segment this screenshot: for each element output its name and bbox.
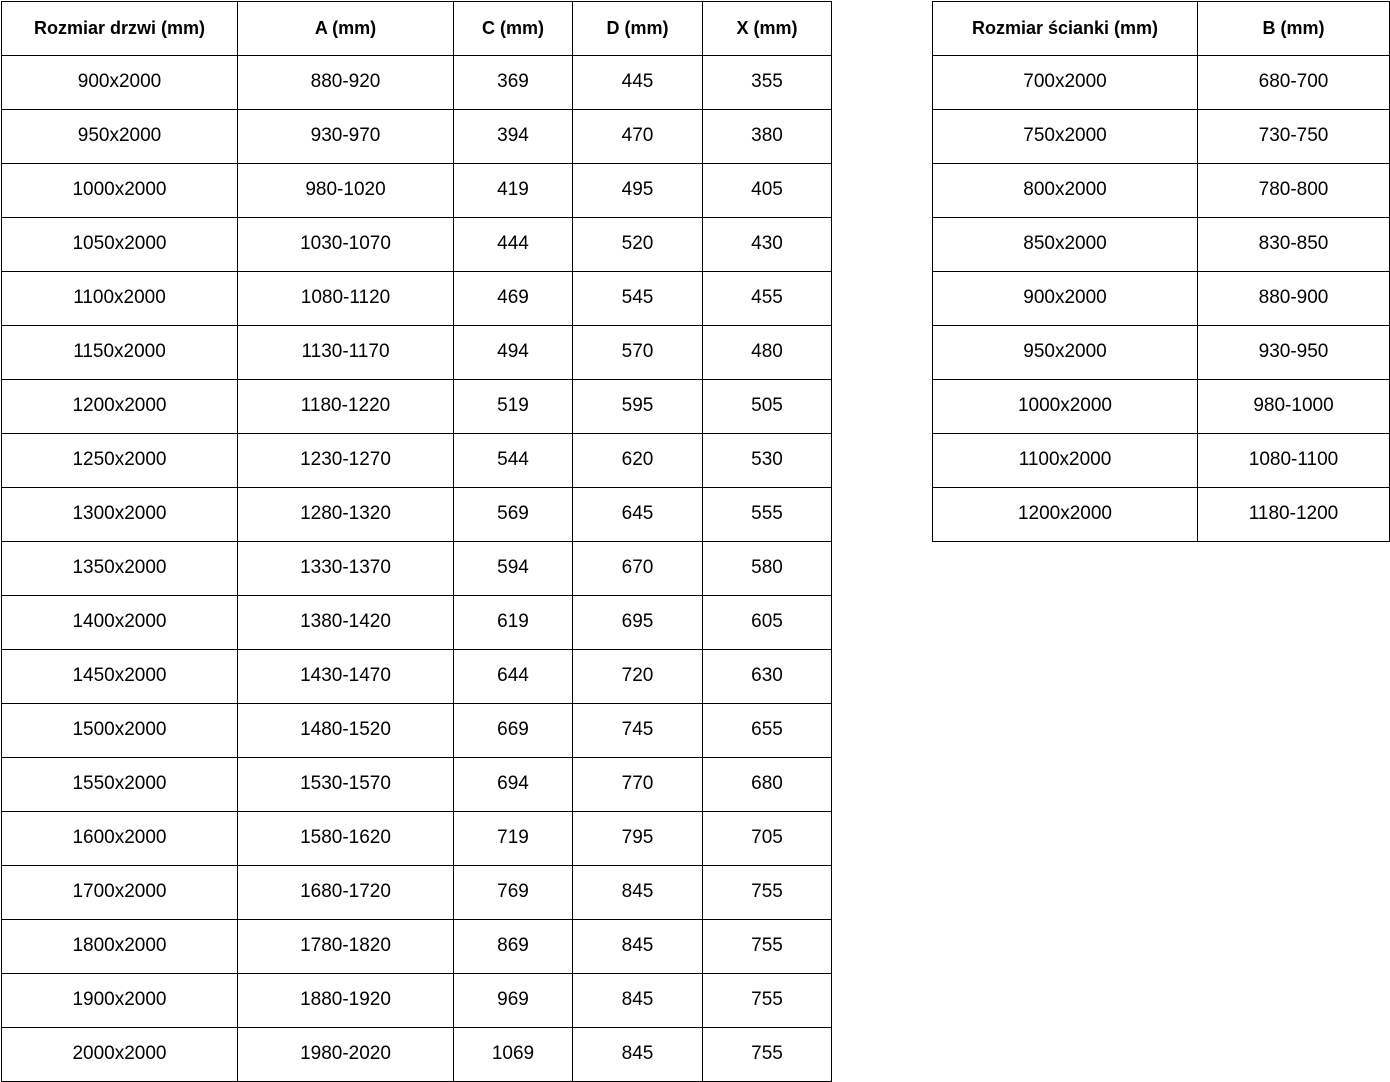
- doors-cell: 845: [573, 920, 703, 974]
- table-header-row: [933, 2, 1390, 56]
- doors-cell: 1280-1320: [238, 488, 454, 542]
- table-header-row: [2, 2, 832, 56]
- table-row: [933, 380, 1390, 434]
- doors-cell: 705: [703, 812, 832, 866]
- doors-cell: 670: [573, 542, 703, 596]
- column-header-x: X (mm): [703, 2, 832, 56]
- wall-cell: 880-900: [1198, 272, 1390, 326]
- doors-cell: 519: [454, 380, 573, 434]
- wall-cell: 950x2000: [933, 326, 1198, 380]
- doors-cell: 1000x2000: [2, 164, 238, 218]
- doors-cell: 1700x2000: [2, 866, 238, 920]
- doors-cell: 755: [703, 1028, 832, 1082]
- doors-cell: 755: [703, 974, 832, 1028]
- wall-cell: 1100x2000: [933, 434, 1198, 488]
- doors-cell: 645: [573, 488, 703, 542]
- doors-cell: 505: [703, 380, 832, 434]
- doors-cell: 1580-1620: [238, 812, 454, 866]
- doors-cell: 394: [454, 110, 573, 164]
- table-row: [2, 866, 832, 920]
- doors-cell: 1069: [454, 1028, 573, 1082]
- doors-cell: 845: [573, 866, 703, 920]
- doors-cell: 1080-1120: [238, 272, 454, 326]
- doors-cell: 1100x2000: [2, 272, 238, 326]
- doors-cell: 770: [573, 758, 703, 812]
- doors-cell: 480: [703, 326, 832, 380]
- doors-cell: 845: [573, 1028, 703, 1082]
- table-row: [933, 110, 1390, 164]
- wall-cell: 900x2000: [933, 272, 1198, 326]
- doors-cell: 880-920: [238, 56, 454, 110]
- doors-cell: 1500x2000: [2, 704, 238, 758]
- table-row: [2, 380, 832, 434]
- doors-cell: 1980-2020: [238, 1028, 454, 1082]
- doors-cell: 1780-1820: [238, 920, 454, 974]
- doors-cell: 1600x2000: [2, 812, 238, 866]
- column-header-d: D (mm): [573, 2, 703, 56]
- doors-cell: 1880-1920: [238, 974, 454, 1028]
- table-row: [933, 488, 1390, 542]
- doors-cell: 769: [454, 866, 573, 920]
- doors-table-body: [2, 56, 832, 1082]
- doors-cell: 1300x2000: [2, 488, 238, 542]
- wall-cell: 700x2000: [933, 56, 1198, 110]
- doors-cell: 755: [703, 866, 832, 920]
- doors-cell: 419: [454, 164, 573, 218]
- table-row: [2, 272, 832, 326]
- doors-cell: 1480-1520: [238, 704, 454, 758]
- doors-cell: 630: [703, 650, 832, 704]
- doors-cell: 1250x2000: [2, 434, 238, 488]
- doors-cell: 494: [454, 326, 573, 380]
- doors-cell: 720: [573, 650, 703, 704]
- table-row: [2, 110, 832, 164]
- doors-cell: 495: [573, 164, 703, 218]
- table-row: [2, 218, 832, 272]
- doors-cell: 1550x2000: [2, 758, 238, 812]
- doors-cell: 795: [573, 812, 703, 866]
- wall-cell: 680-700: [1198, 56, 1390, 110]
- doors-cell: 555: [703, 488, 832, 542]
- column-header-c: C (mm): [454, 2, 573, 56]
- doors-cell: 869: [454, 920, 573, 974]
- table-row: [2, 488, 832, 542]
- wall-dimensions-table: [932, 1, 1390, 542]
- doors-cell: 669: [454, 704, 573, 758]
- table-row: [2, 1028, 832, 1082]
- doors-cell: 520: [573, 218, 703, 272]
- doors-cell: 570: [573, 326, 703, 380]
- wall-table-header: [933, 2, 1390, 56]
- doors-cell: 1900x2000: [2, 974, 238, 1028]
- doors-cell: 445: [573, 56, 703, 110]
- doors-cell: 594: [454, 542, 573, 596]
- table-row: [2, 650, 832, 704]
- doors-cell: 1450x2000: [2, 650, 238, 704]
- doors-cell: 1800x2000: [2, 920, 238, 974]
- doors-dimensions-table: [1, 1, 832, 1082]
- doors-cell: 1200x2000: [2, 380, 238, 434]
- doors-cell: 1330-1370: [238, 542, 454, 596]
- table-row: [2, 56, 832, 110]
- doors-cell: 719: [454, 812, 573, 866]
- doors-cell: 405: [703, 164, 832, 218]
- column-header-b: B (mm): [1198, 2, 1390, 56]
- doors-cell: 1350x2000: [2, 542, 238, 596]
- doors-table-header: [2, 2, 832, 56]
- table-row: [2, 164, 832, 218]
- table-row: [2, 758, 832, 812]
- doors-cell: 1380-1420: [238, 596, 454, 650]
- table-row: [2, 812, 832, 866]
- wall-table-body: [933, 56, 1390, 542]
- table-row: [2, 596, 832, 650]
- doors-cell: 2000x2000: [2, 1028, 238, 1082]
- doors-cell: 694: [454, 758, 573, 812]
- wall-cell: 1080-1100: [1198, 434, 1390, 488]
- doors-cell: 745: [573, 704, 703, 758]
- doors-cell: 969: [454, 974, 573, 1028]
- doors-cell: 1180-1220: [238, 380, 454, 434]
- column-header-a: A (mm): [238, 2, 454, 56]
- table-row: [933, 56, 1390, 110]
- wall-cell: 750x2000: [933, 110, 1198, 164]
- doors-cell: 619: [454, 596, 573, 650]
- doors-cell: 530: [703, 434, 832, 488]
- doors-cell: 369: [454, 56, 573, 110]
- table-row: [933, 164, 1390, 218]
- doors-cell: 1230-1270: [238, 434, 454, 488]
- doors-cell: 755: [703, 920, 832, 974]
- column-header-wall-size: Rozmiar ścianki (mm): [933, 2, 1198, 56]
- doors-cell: 544: [454, 434, 573, 488]
- doors-cell: 620: [573, 434, 703, 488]
- doors-cell: 1030-1070: [238, 218, 454, 272]
- doors-cell: 1530-1570: [238, 758, 454, 812]
- column-header-door-size: Rozmiar drzwi (mm): [2, 2, 238, 56]
- table-row: [933, 272, 1390, 326]
- doors-cell: 950x2000: [2, 110, 238, 164]
- wall-cell: 1000x2000: [933, 380, 1198, 434]
- wall-cell: 1180-1200: [1198, 488, 1390, 542]
- table-row: [2, 542, 832, 596]
- doors-cell: 1150x2000: [2, 326, 238, 380]
- wall-cell: 800x2000: [933, 164, 1198, 218]
- doors-cell: 900x2000: [2, 56, 238, 110]
- doors-cell: 380: [703, 110, 832, 164]
- table-row: [933, 218, 1390, 272]
- doors-cell: 580: [703, 542, 832, 596]
- doors-cell: 545: [573, 272, 703, 326]
- doors-cell: 930-970: [238, 110, 454, 164]
- doors-cell: 444: [454, 218, 573, 272]
- doors-cell: 644: [454, 650, 573, 704]
- doors-cell: 355: [703, 56, 832, 110]
- table-row: [2, 704, 832, 758]
- wall-cell: 780-800: [1198, 164, 1390, 218]
- wall-cell: 850x2000: [933, 218, 1198, 272]
- doors-cell: 1400x2000: [2, 596, 238, 650]
- table-row: [933, 434, 1390, 488]
- wall-cell: 1200x2000: [933, 488, 1198, 542]
- wall-cell: 830-850: [1198, 218, 1390, 272]
- wall-cell: 980-1000: [1198, 380, 1390, 434]
- doors-cell: 455: [703, 272, 832, 326]
- doors-cell: 430: [703, 218, 832, 272]
- table-row: [2, 920, 832, 974]
- doors-cell: 595: [573, 380, 703, 434]
- doors-cell: 680: [703, 758, 832, 812]
- doors-cell: 845: [573, 974, 703, 1028]
- doors-cell: 605: [703, 596, 832, 650]
- doors-cell: 980-1020: [238, 164, 454, 218]
- doors-cell: 469: [454, 272, 573, 326]
- doors-cell: 655: [703, 704, 832, 758]
- wall-cell: 930-950: [1198, 326, 1390, 380]
- table-row: [2, 326, 832, 380]
- wall-cell: 730-750: [1198, 110, 1390, 164]
- doors-cell: 1680-1720: [238, 866, 454, 920]
- doors-cell: 1050x2000: [2, 218, 238, 272]
- doors-cell: 470: [573, 110, 703, 164]
- doors-cell: 569: [454, 488, 573, 542]
- doors-cell: 1130-1170: [238, 326, 454, 380]
- doors-cell: 695: [573, 596, 703, 650]
- table-row: [933, 326, 1390, 380]
- table-row: [2, 974, 832, 1028]
- table-row: [2, 434, 832, 488]
- doors-cell: 1430-1470: [238, 650, 454, 704]
